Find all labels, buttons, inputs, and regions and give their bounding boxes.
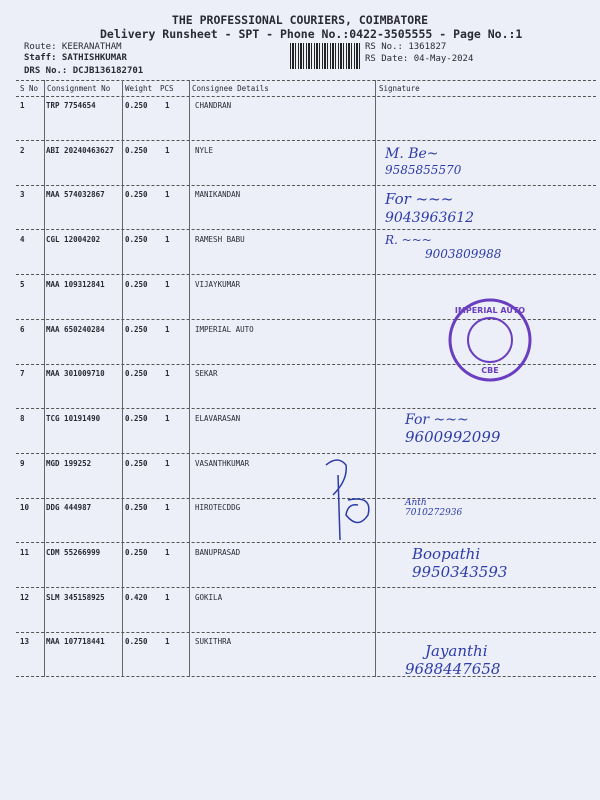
signature-name: Boopathi: [412, 545, 481, 563]
row-weight: 0.250: [125, 324, 148, 334]
signature-phone: 9950343593: [412, 563, 508, 581]
signature-phone: 9585855570: [385, 163, 462, 177]
row-divider: [16, 498, 596, 499]
row-weight: 0.250: [125, 101, 148, 110]
handwritten-mark: [318, 455, 378, 545]
row-divider: [16, 676, 596, 677]
header-consignment: Consignment No: [47, 84, 111, 93]
row-divider: [16, 408, 596, 409]
row-consignee: CHANDRAN: [195, 101, 232, 110]
row-sno: 10: [20, 503, 30, 513]
row-pcs: 1: [165, 190, 170, 200]
row-consignment-no: CGL 12004202: [46, 235, 101, 245]
row-consignee: HIROTECDDG: [195, 503, 241, 513]
row-consignment-no: MAA 109312841: [46, 279, 105, 289]
row-consignment-no: CDM 55266999: [46, 548, 101, 557]
row-consignment-no: SLM 345158925: [46, 592, 105, 602]
signature-phone: 9688447658: [405, 660, 501, 678]
row-consignment-no: MAA 301009710: [46, 369, 105, 379]
row-weight: 0.250: [125, 235, 148, 245]
signature-phone: 7010272936: [405, 508, 463, 518]
signature-phone: 9003809988: [425, 247, 502, 261]
row-sno: 7: [20, 369, 25, 379]
signature-row-13: [405, 642, 500, 678]
signature-row-8: For ~~~ 9600992099: [405, 412, 501, 446]
row-weight: 0.250: [125, 458, 148, 468]
route: Route: KEERANATHAM: [24, 42, 122, 52]
row-sno: 8: [20, 413, 25, 423]
row-consignee: VASANTHKUMAR: [195, 458, 250, 468]
row-consignee: GOKILA: [195, 592, 223, 602]
row-pcs: 1: [165, 235, 170, 245]
row-consignee: NYLE: [195, 145, 214, 155]
barcode: [290, 43, 360, 69]
staff: Staff: SATHISHKUMAR: [24, 53, 127, 63]
row-pcs: 1: [165, 369, 170, 379]
row-pcs: 1: [165, 503, 170, 513]
row-consignee: SEKAR: [195, 369, 218, 379]
row-divider: [16, 274, 596, 275]
row-divider: [16, 587, 596, 588]
row-weight: 0.250: [125, 190, 148, 200]
header-sno: S No: [20, 84, 39, 93]
row-pcs: 1: [165, 324, 170, 334]
row-consignee: RAMESH BABU: [195, 235, 245, 245]
row-pcs: 1: [165, 145, 170, 155]
rs-date: RS Date: 04-May-2024: [365, 54, 474, 64]
row-consignment-no: MAA 574032867: [46, 190, 105, 200]
row-pcs: 1: [165, 458, 170, 468]
row-consignment-no: TCG 10191490: [46, 413, 101, 423]
header-consignee: Consignee Details: [192, 84, 269, 93]
row-sno: 13: [20, 637, 30, 647]
signature-row-4: R. ~~~ 9003809988: [385, 233, 502, 261]
row-sno: 2: [20, 145, 25, 155]
row-consignment-no: MGD 199252: [46, 458, 92, 468]
row-sno: 1: [20, 101, 25, 110]
row-divider: [16, 632, 596, 633]
row-sno: 6: [20, 324, 25, 334]
signature-row-2: M. Be~ 9585855570: [385, 146, 462, 177]
svg-text:CBE: CBE: [481, 366, 499, 375]
document-title: THE PROFESSIONAL COURIERS, COIMBATORE: [171, 13, 429, 27]
row-consignee: ELAVARASAN: [195, 413, 241, 423]
document-subtitle: Delivery Runsheet - SPT - Phone No.:0422-3505555 - Page No.:1: [100, 27, 523, 41]
row-consignee: BANUPRASAD: [195, 548, 241, 557]
row-weight: 0.250: [125, 279, 148, 289]
rs-number: RS No.: 1361827: [365, 42, 447, 52]
row-divider: [16, 229, 596, 230]
row-consignee: VIJAYKUMAR: [195, 279, 241, 289]
row-consignment-no: TRP 7754654: [46, 101, 96, 110]
signature-phone: 9600992099: [405, 428, 501, 446]
row-pcs: 1: [165, 101, 170, 110]
signature-row-11: [412, 545, 507, 581]
row-consignee: MANIKANDAN: [195, 190, 241, 200]
divider: [16, 96, 596, 97]
row-weight: 0.250: [125, 548, 148, 557]
row-weight: 0.250: [125, 503, 148, 513]
row-divider: [16, 542, 596, 543]
company-stamp: [445, 295, 535, 385]
row-sno: 3: [20, 190, 25, 200]
row-weight: 0.250: [125, 145, 148, 155]
row-consignment-no: ABI 20240463627: [46, 145, 114, 155]
signature-row-3: For ~~~ 9043963612: [385, 190, 475, 226]
row-pcs: 1: [165, 637, 170, 647]
row-divider: [16, 453, 596, 454]
row-consignment-no: MAA 107718441: [46, 637, 105, 647]
row-weight: 0.250: [125, 637, 148, 647]
row-consignment-no: DDG 444987: [46, 503, 92, 513]
header-pcs: PCS: [160, 84, 174, 93]
row-pcs: 1: [165, 592, 170, 602]
row-divider: [16, 185, 596, 186]
svg-text:IMPERIAL AUTO: IMPERIAL AUTO: [454, 306, 526, 315]
signature-name: Jayanthi: [425, 642, 488, 660]
row-sno: 11: [20, 548, 30, 557]
row-pcs: 1: [165, 548, 170, 557]
row-weight: 0.420: [125, 592, 148, 602]
signature-row-10: Anth 7010272936: [405, 498, 463, 518]
header-weight: Weight: [125, 84, 153, 93]
row-weight: 0.250: [125, 369, 148, 379]
row-sno: 9: [20, 458, 25, 468]
row-consignee: SUKITHRA: [195, 637, 232, 647]
signature-phone: 9043963612: [385, 210, 475, 226]
row-divider: [16, 140, 596, 141]
row-weight: 0.250: [125, 413, 148, 423]
row-sno: 5: [20, 279, 25, 289]
row-sno: 12: [20, 592, 30, 602]
row-pcs: 1: [165, 279, 170, 289]
row-consignee: IMPERIAL AUTO: [195, 324, 254, 334]
drs-number: DRS No.: DCJB136182701: [24, 66, 144, 76]
divider: [16, 80, 596, 81]
row-consignment-no: MAA 650240284: [46, 324, 105, 334]
header-signature: Signature: [379, 84, 420, 93]
row-pcs: 1: [165, 413, 170, 423]
row-sno: 4: [20, 235, 25, 245]
